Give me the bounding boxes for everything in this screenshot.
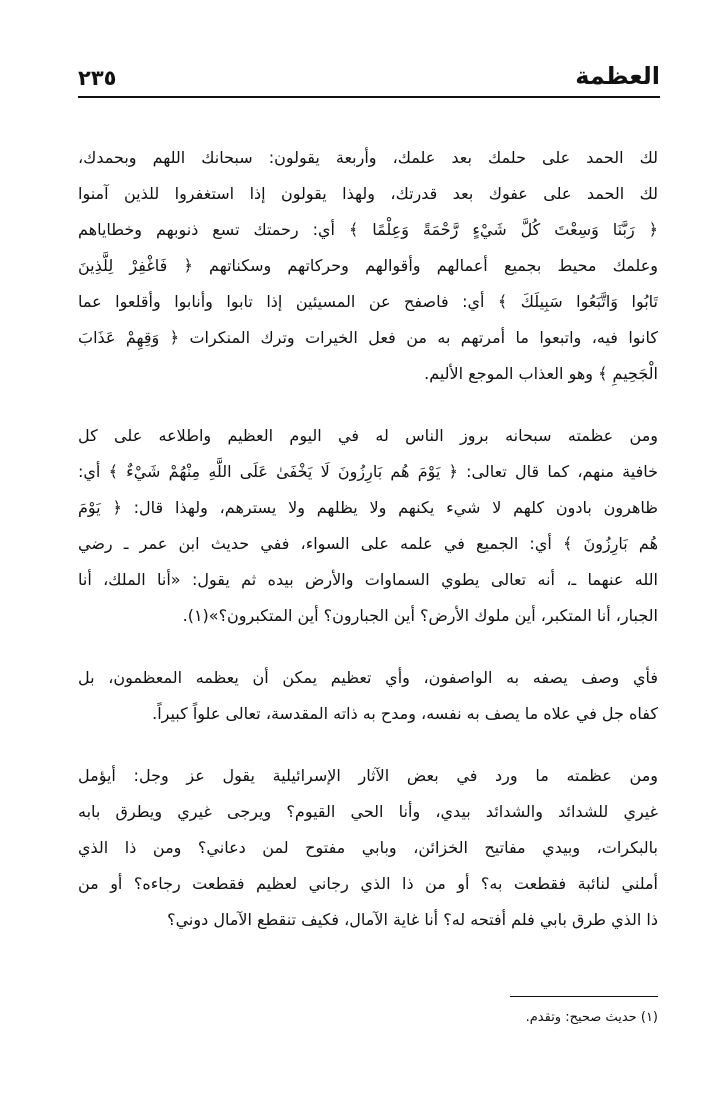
- text-line: أملني لنائبة فقطعت به؟ أو من ذا الذي رجاني لعظيم فقطعت رجاءه؟ أو من: [78, 874, 658, 893]
- text-line: خافية منهم، كما قال تعالى: ﴿ يَوْمَ هُم بَارِزُونَ لَا يَخْفَىٰ عَلَى اللَّهِ مِنْهُمْ شَيْءٌ ﴾ أي:: [78, 462, 658, 481]
- text-line: ومن عظمته ما ورد في بعض الآثار الإسرائيلية يقول عز وجل: أيؤمل: [78, 766, 658, 785]
- text-line: الله عنهما ـ، أنه تعالى يطوي السماوات والأرض بيده ثم يقول: «أنا الملك، أنا: [78, 570, 658, 589]
- text-line: لك الحمد على عفوك بعد قدرتك، ولهذا يقولون إذا استغفروا للذين آمنوا: [78, 184, 658, 203]
- page-header: [78, 62, 660, 96]
- text-line: كانوا فيه، واتبعوا ما أمرتهم به من فعل الخيرات وترك المنكرات ﴿ وَقِهِمْ عَذَابَ: [78, 328, 658, 347]
- text-line: بالبكرات، وبيدي مفاتيح الخزائن، وبابي مفتوح لمن دعاني؟ ومن ذا الذي: [78, 838, 658, 857]
- header-rule: [78, 96, 660, 98]
- text-line: فأي وصف يصفه به الواصفون، وأي تعظيم يمكن أن يعظمه المعظمون، بل: [78, 668, 658, 687]
- text-line: غيري للشدائد والشدائد بيدي، وأنا الحي القيوم؟ ويرجى غيري ويطرق بابه: [78, 802, 658, 821]
- text-line: ذا الذي طرق بابي فلم أفتحه له؟ أنا غاية الآمال، فكيف تنقطع الآمال دوني؟: [167, 910, 658, 929]
- text-line: ظاهرون بادون كلهم لا شيء يكنهم ولا يظلهم ولا يسترهم، ولهذا قال: ﴿ يَوْمَ: [78, 498, 658, 517]
- paragraph: [78, 758, 658, 938]
- text-line: الجبار، أنا المتكبر، أين ملوك الأرض؟ أين الجبارون؟ أين المتكبرون؟»(١).: [182, 606, 658, 625]
- paragraph: [78, 418, 658, 634]
- text-line: الْجَحِيمِ ﴾ وهو العذاب الموجع الأليم.: [424, 364, 658, 383]
- text-line: هُم بَارِزُونَ ﴾ أي: الجميع في علمه على السواء، ففي حديث ابن عمر ـ رضي: [78, 534, 658, 553]
- text-line: ومن عظمته سبحانه بروز الناس له في اليوم العظيم واطلاعه على كل: [78, 426, 658, 445]
- paragraph: [78, 660, 658, 732]
- chapter-title: العظمة: [575, 62, 660, 90]
- text-line: كفاه جل في علاه ما يصف به نفسه، ومدح به ذاته المقدسة، تعالى علواً كبيراً.: [152, 704, 658, 723]
- page-body: [78, 140, 658, 938]
- footnote: (١) حديث صحيح: وتقدم.: [525, 1010, 658, 1025]
- paragraph: [78, 140, 658, 392]
- footnote-rule: [510, 996, 658, 997]
- text-line: وعلمك محيط بجميع أعمالهم وأقوالهم وحركاتهم وسكناتهم ﴿ فَاغْفِرْ لِلَّذِينَ: [78, 256, 658, 275]
- text-line: لك الحمد على حلمك بعد علمك، وأربعة يقولون: سبحانك اللهم وبحمدك،: [78, 148, 658, 167]
- text-line: ﴿ رَبَّنَا وَسِعْتَ كُلَّ شَيْءٍ رَّحْمَةً وَعِلْمًا ﴾ أي: رحمتك تسع ذنوبهم وخطاياهم: [78, 220, 658, 239]
- page-number: ٢٣٥: [78, 66, 117, 90]
- text-line: تَابُوا وَاتَّبَعُوا سَبِيلَكَ ﴾ أي: فاصفح عن المسيئين إذا تابوا وأنابوا وأقلعوا عما: [78, 292, 658, 311]
